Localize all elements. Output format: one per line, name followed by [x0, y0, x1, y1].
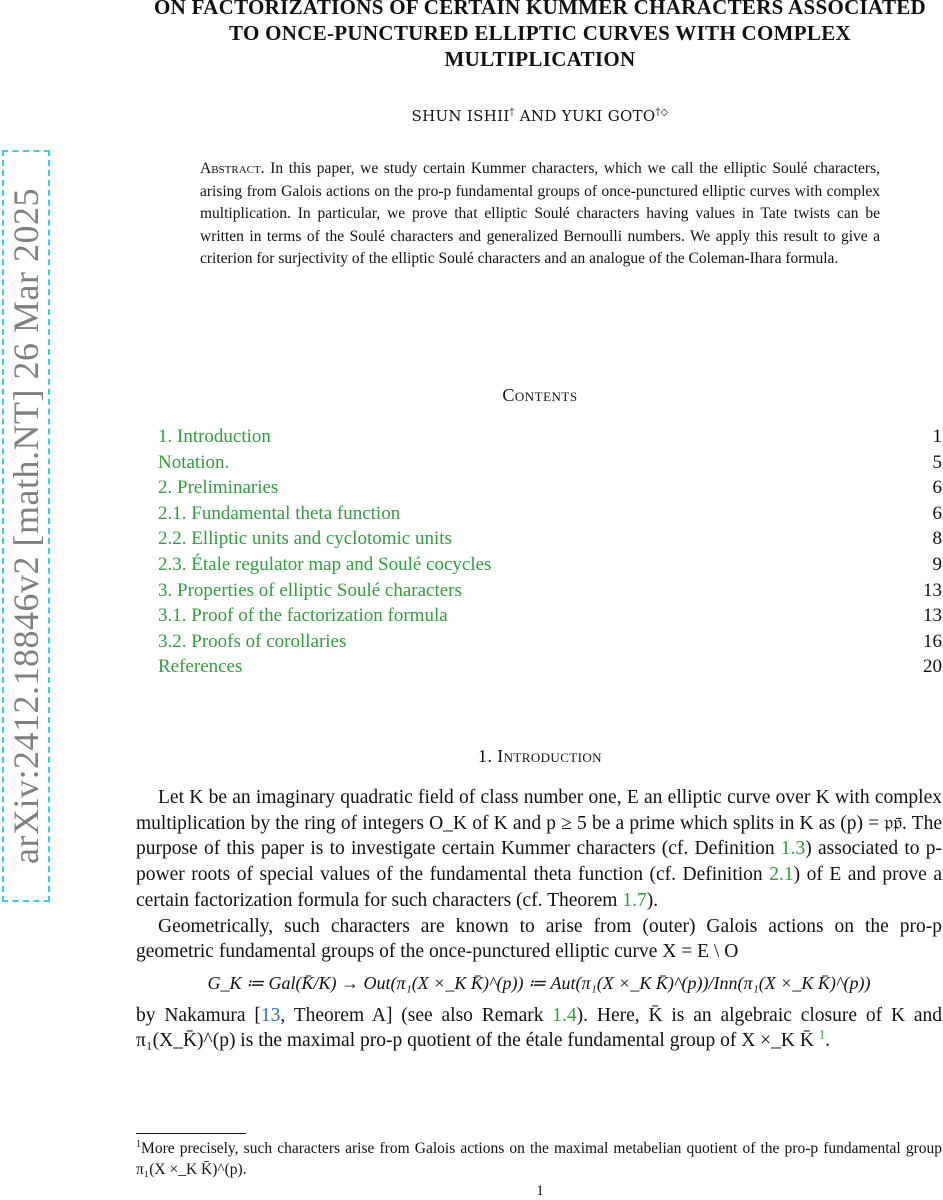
footnote-mark: 1: [136, 1138, 142, 1150]
paragraph-1: [136, 785, 942, 914]
toc-entry-label[interactable]: 3. Properties of elliptic Soulé characters: [158, 579, 462, 601]
paragraph-3: [136, 1003, 942, 1054]
paragraph-2: Geometrically, such characters are known to arise from (outer) Galois actions on the pro-p geometric fundamental groups of the once-punctured elliptic curve X = E \ O: [136, 915, 942, 963]
toc-entry[interactable]: [158, 450, 942, 476]
authors: [140, 107, 940, 125]
toc-entry-page: 20: [923, 656, 942, 678]
p1-text-b: ) associated to p-power roots of special values of the fundamental theta function (cf. Definition: [136, 838, 943, 886]
page-number: 1: [536, 1183, 544, 1199]
footnote-text: More precisely, such characters arise from Galois actions on the maximal metabelian quotient of the pro-p fundamental group π₁(X ×_K K̄)^(p).: [136, 1140, 942, 1178]
toc-entry-page: 6: [932, 477, 942, 499]
abstract: [200, 158, 880, 271]
toc-entry-label[interactable]: 2.2. Elliptic units and cyclotomic units: [158, 528, 452, 550]
p1-text-a: Let K be an imaginary quadratic field of class number one, E an elliptic curve over K with complex multiplication by the ring of integers O_K of K and p ≥ 5 be a prime which splits in K as (p) = 𝔭𝔭̄. The purpose of this paper is to investigate certain Kummer characters (cf. Definition: [136, 787, 942, 860]
toc-entry-page: 5: [932, 451, 942, 473]
paper-title: ON FACTORIZATIONS OF CERTAIN KUMMER CHARACTERS ASSOCIATED TO ONCE-PUNCTURED ELLIPTIC CURVES WITH COMPLEX MULTIPLICATION: [153, 0, 927, 71]
remark-link[interactable]: 1.4: [552, 1004, 577, 1026]
toc-entry-page: 9: [932, 553, 942, 575]
toc-entry-label[interactable]: Notation.: [158, 451, 230, 473]
table-of-contents: [158, 424, 942, 680]
toc-entry-label[interactable]: 2.3. Étale regulator map and Soulé cocycles: [158, 553, 492, 575]
toc-entry[interactable]: [158, 475, 942, 501]
toc-entry-label[interactable]: References: [158, 656, 243, 678]
citation-link[interactable]: 13: [260, 1004, 281, 1026]
footnote-link[interactable]: 1: [818, 1027, 826, 1042]
toc-entry[interactable]: [158, 654, 942, 680]
p3-text-d: .: [825, 1030, 831, 1052]
toc-heading: Contents: [502, 385, 578, 405]
toc-entry-label[interactable]: 3.1. Proof of the factorization formula: [158, 605, 448, 627]
p3-text-c: ). Here, K̄ is an algebraic closure of K and π₁(X_K̄)^(p) is the maximal pro-p quotient of the étale fundamental group of X ×_K K̄: [136, 1004, 943, 1052]
toc-entry-label[interactable]: 2.1. Fundamental theta function: [158, 502, 401, 524]
section-heading: 1. Introduction: [478, 746, 602, 766]
toc-entry[interactable]: [158, 629, 942, 655]
toc-entry[interactable]: [158, 526, 942, 552]
toc-entry-page: 6: [932, 502, 942, 524]
p3-text-a: by Nakamura [: [136, 1004, 261, 1026]
author-1: SHUN ISHII: [411, 107, 510, 125]
display-equation: G_K ≔ Gal(K̄/K) → Out(π₁(X ×_K K̄)^(p)) ≔ Aut(π₁(X ×_K K̄)^(p))/Inn(π₁(X ×_K K̄)^(p)): [207, 972, 871, 993]
toc-entry-page: 1: [932, 426, 942, 447]
section-body: [136, 785, 942, 1054]
toc-entry-page: 16: [923, 630, 942, 652]
toc-entry[interactable]: [158, 552, 942, 578]
toc-entry[interactable]: [158, 603, 942, 629]
author-2: YUKI GOTO: [561, 107, 656, 125]
footnote-rule: [136, 1133, 246, 1134]
definition-link[interactable]: 2.1: [769, 864, 794, 886]
author-and: AND: [514, 107, 562, 125]
toc-entry[interactable]: [158, 578, 942, 604]
arxiv-watermark: [2, 150, 50, 902]
toc-entry-label[interactable]: 2. Preliminaries: [158, 477, 279, 499]
toc-entry-page: 13: [923, 605, 942, 627]
toc-entry-page: 8: [932, 528, 942, 550]
theorem-link[interactable]: 1.7: [622, 889, 647, 911]
p3-text-b: , Theorem A] (see also Remark: [280, 1004, 553, 1026]
author-1-mark: †: [509, 107, 515, 118]
p1-text-c: ) of E and prove a certain factorization formula for such characters (cf. Theorem: [136, 864, 942, 911]
footnote: [136, 1138, 942, 1180]
p1-text-d: ).: [646, 889, 659, 911]
abstract-label: Abstract.: [200, 160, 265, 177]
toc-entry[interactable]: [158, 501, 942, 527]
toc-entry-page: 13: [923, 579, 942, 601]
abstract-text: In this paper, we study certain Kummer characters, which we call the elliptic Soulé characters, arising from Galois actions on the pro-p fundamental groups of once-punctured elliptic curves with complex multiplication. In particular, we prove that elliptic Soulé characters having values in Tate twists can be written in terms of the Soulé characters and generalized Bernoulli numbers. We apply this result to give a criterion for surjectivity of the elliptic Soulé characters and an analogue of the Coleman-Ihara formula.: [200, 160, 880, 267]
toc-entry-label[interactable]: 1. Introduction: [158, 426, 271, 447]
toc-entry-label[interactable]: 3.2. Proofs of corollaries: [158, 630, 347, 652]
arxiv-id: arXiv:2412.18846v2 [math.NT] 26 Mar 2025: [6, 188, 46, 864]
definition-link[interactable]: 1.3: [780, 838, 806, 860]
toc-entry[interactable]: [158, 424, 942, 450]
author-2-mark: †◇: [655, 107, 669, 118]
